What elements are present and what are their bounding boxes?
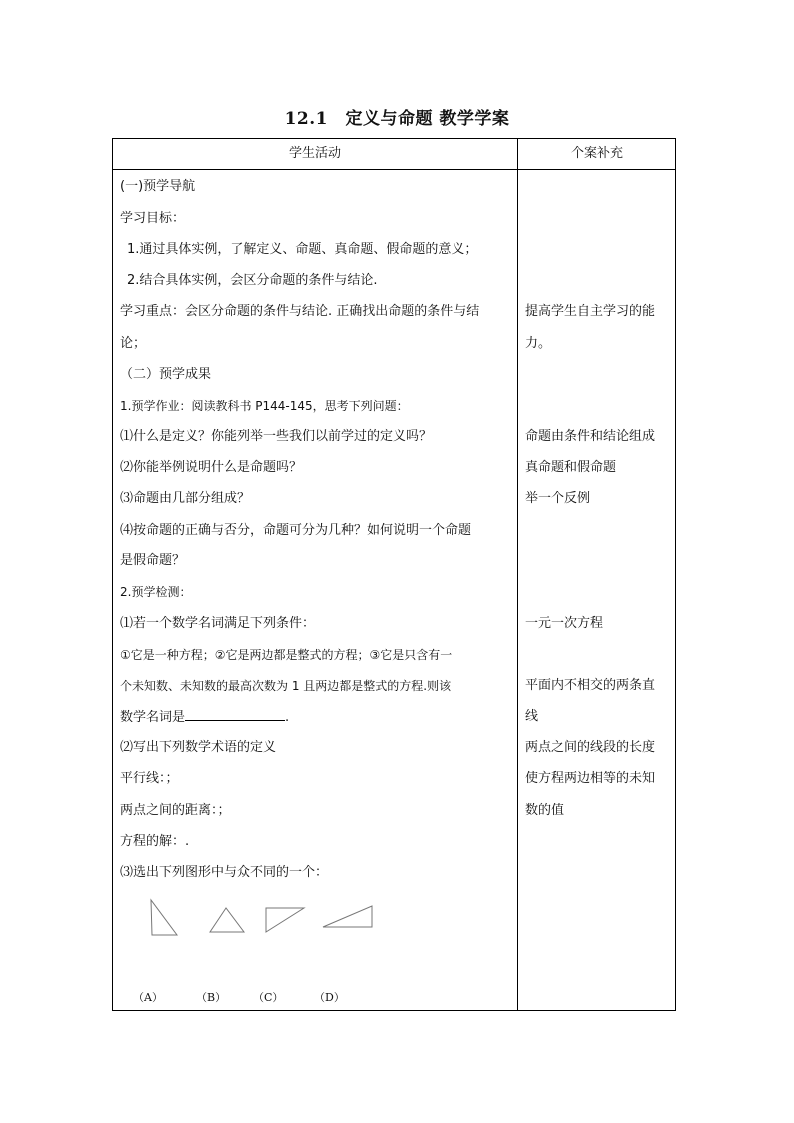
note-true-false: 真命题和假命题 (525, 460, 617, 475)
goal-1: 1.通过具体实例，了解定义、命题、真命题、假命题的意义； (127, 242, 478, 257)
detect-1: ⑴若一个数学名词满足下列条件： (120, 616, 316, 631)
question-4-line-2: 是假命题？ (120, 553, 186, 568)
triangle-a (151, 900, 177, 935)
goal-2: 2.结合具体实例，会区分命题的条件与结论. (127, 273, 378, 288)
note-linear-equation: 一元一次方程 (525, 616, 604, 631)
task-1: 1.预学作业：阅读教科书 P144-145，思考下列问题： (120, 399, 409, 413)
section-preview-guide: (一)预学导航 (120, 179, 196, 194)
option-a: （A） (133, 991, 163, 1004)
option-b: （B） (196, 991, 227, 1004)
question-3: ⑶命题由几部分组成？ (120, 491, 251, 506)
header-case-supplement: 个案补充 (570, 146, 623, 161)
note-solution-line-1: 使方程两边相等的未知 (525, 771, 656, 786)
detect-2: ⑵写出下列数学术语的定义 (120, 740, 277, 755)
note-solution-line-2: 数的值 (525, 803, 565, 818)
focus-line-1: 学习重点：会区分命题的条件与结论. 正确找出命题的条件与结 (120, 304, 480, 319)
page-title: 12.1 定义与命题 教学学案 (284, 109, 510, 129)
definition-distance: 两点之间的距离：； (120, 803, 231, 818)
header-student-activity: 学生活动 (288, 146, 341, 161)
detect-1-conditions-line-1: ①它是一种方程；②它是两边都是整式的方程；③它是只含有一 (120, 648, 453, 662)
detect-1-answer-prompt: 数学名词是 (120, 710, 186, 725)
detect-1-conditions-line-2: 个未知数、未知数的最高次数为 1 且两边都是整式的方程.则该 (120, 679, 452, 693)
triangle-figures (148, 896, 378, 941)
detect-3: ⑶选出下列图形中与众不同的一个： (120, 865, 329, 880)
triangle-d (323, 906, 372, 927)
question-1: ⑴什么是定义？你能列举一些我们以前学过的定义吗？ (120, 429, 433, 444)
definition-parallel-lines: 平行线：； (120, 771, 179, 786)
note-parallel-line-2: 线 (525, 709, 539, 724)
goals-label: 学习目标： (120, 211, 186, 226)
definition-equation-solution: 方程的解：. (120, 834, 190, 849)
detect-1-period: . (285, 710, 290, 725)
note-self-study-line-1: 提高学生自主学习的能 (525, 304, 656, 319)
column-divider (517, 139, 518, 1010)
note-parallel-line-1: 平面内不相交的两条直 (525, 678, 656, 693)
triangle-b (210, 908, 244, 932)
note-self-study-line-2: 力。 (525, 336, 552, 351)
triangle-c (266, 908, 304, 932)
option-d: （D） (314, 991, 345, 1004)
section-preview-results: （二）预学成果 (120, 367, 212, 382)
option-c: （C） (253, 991, 284, 1004)
note-distance: 两点之间的线段的长度 (525, 740, 656, 755)
lesson-table (112, 138, 676, 1011)
note-counterexample: 举一个反例 (525, 491, 591, 506)
question-2: ⑵你能举例说明什么是命题吗？ (120, 460, 303, 475)
detect-1-conditions-line-3 (120, 708, 289, 727)
note-proposition-parts: 命题由条件和结论组成 (525, 429, 656, 444)
focus-line-2: 论； (120, 336, 147, 351)
task-2: 2.预学检测： (120, 585, 192, 599)
answer-blank (185, 708, 285, 721)
question-4-line-1: ⑷按命题的正确与否分，命题可分为几种？如何说明一个命题 (120, 523, 472, 538)
header-divider (113, 169, 675, 170)
